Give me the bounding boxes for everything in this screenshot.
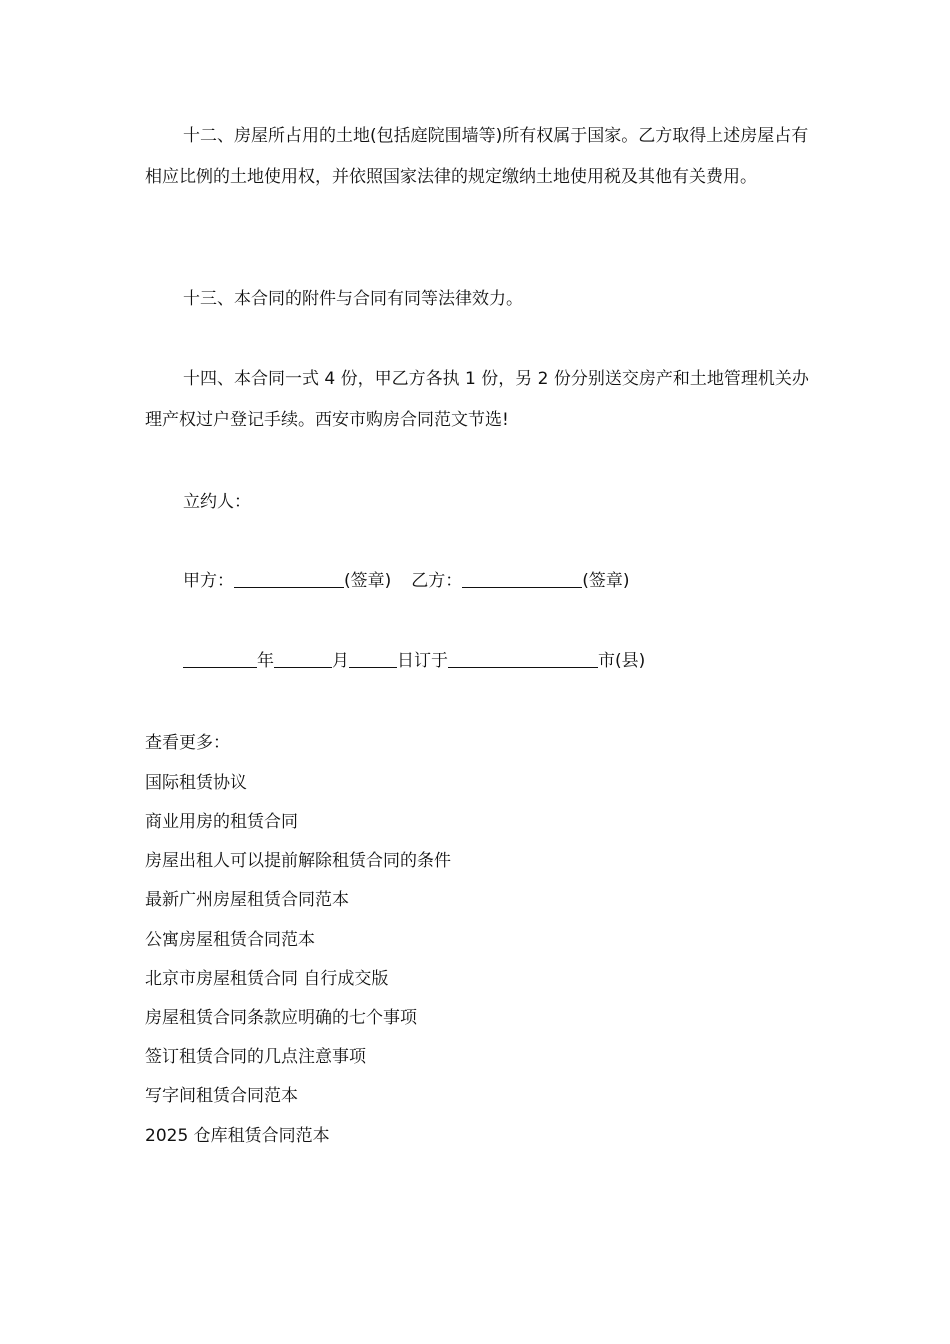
more-link-3[interactable]: 房屋出租人可以提前解除租赁合同的条件 [145,851,451,871]
party-a-seal: (签章) [344,571,392,591]
more-link-5[interactable]: 公寓房屋租赁合同范本 [145,930,315,950]
party-a-blank [234,569,344,588]
clause-12: 十二、房屋所占用的土地(包括庭院围墙等)所有权属于国家。乙方取得上述房屋占有相应比例的土地使用权，并依照国家法律的规定缴纳土地使用税及其他有关费用。 [145,126,809,187]
party-b-blank [462,569,582,588]
party-a-label: 甲方： [183,571,234,591]
year-blank [183,649,257,668]
date-place-line [183,649,645,673]
see-more-heading: 查看更多： [145,733,230,753]
more-link-10[interactable]: 2025 仓库租赁合同范本 [145,1126,330,1146]
party-b-seal: (签章) [582,571,630,591]
day-signed-at-label: 日订于 [397,651,448,671]
year-label: 年 [257,651,274,671]
more-link-4[interactable]: 最新广州房屋租赁合同范本 [145,890,349,910]
party-b-label: 乙方： [411,571,463,591]
day-blank [349,649,397,668]
more-link-8[interactable]: 签订租赁合同的几点注意事项 [145,1047,366,1067]
more-link-9[interactable]: 写字间租赁合同范本 [145,1086,298,1106]
month-label: 月 [332,651,349,671]
more-link-1[interactable]: 国际租赁协议 [145,773,247,793]
city-county-label: 市(县) [598,651,646,671]
place-blank [448,649,598,668]
more-link-6[interactable]: 北京市房屋租赁合同 自行成交版 [145,969,389,989]
party-signature-line [183,569,630,593]
more-link-7[interactable]: 房屋租赁合同条款应明确的七个事项 [145,1008,417,1028]
more-link-2[interactable]: 商业用房的租赁合同 [145,812,298,832]
signatory-label: 立约人： [183,492,251,512]
clause-14: 十四、本合同一式 4 份，甲乙方各执 1 份，另 2 份分别送交房产和土地管理机关办理产权过户登记手续。西安市购房合同范文节选! [145,369,809,430]
clause-13: 十三、本合同的附件与合同有同等法律效力。 [183,289,523,309]
month-blank [274,649,332,668]
